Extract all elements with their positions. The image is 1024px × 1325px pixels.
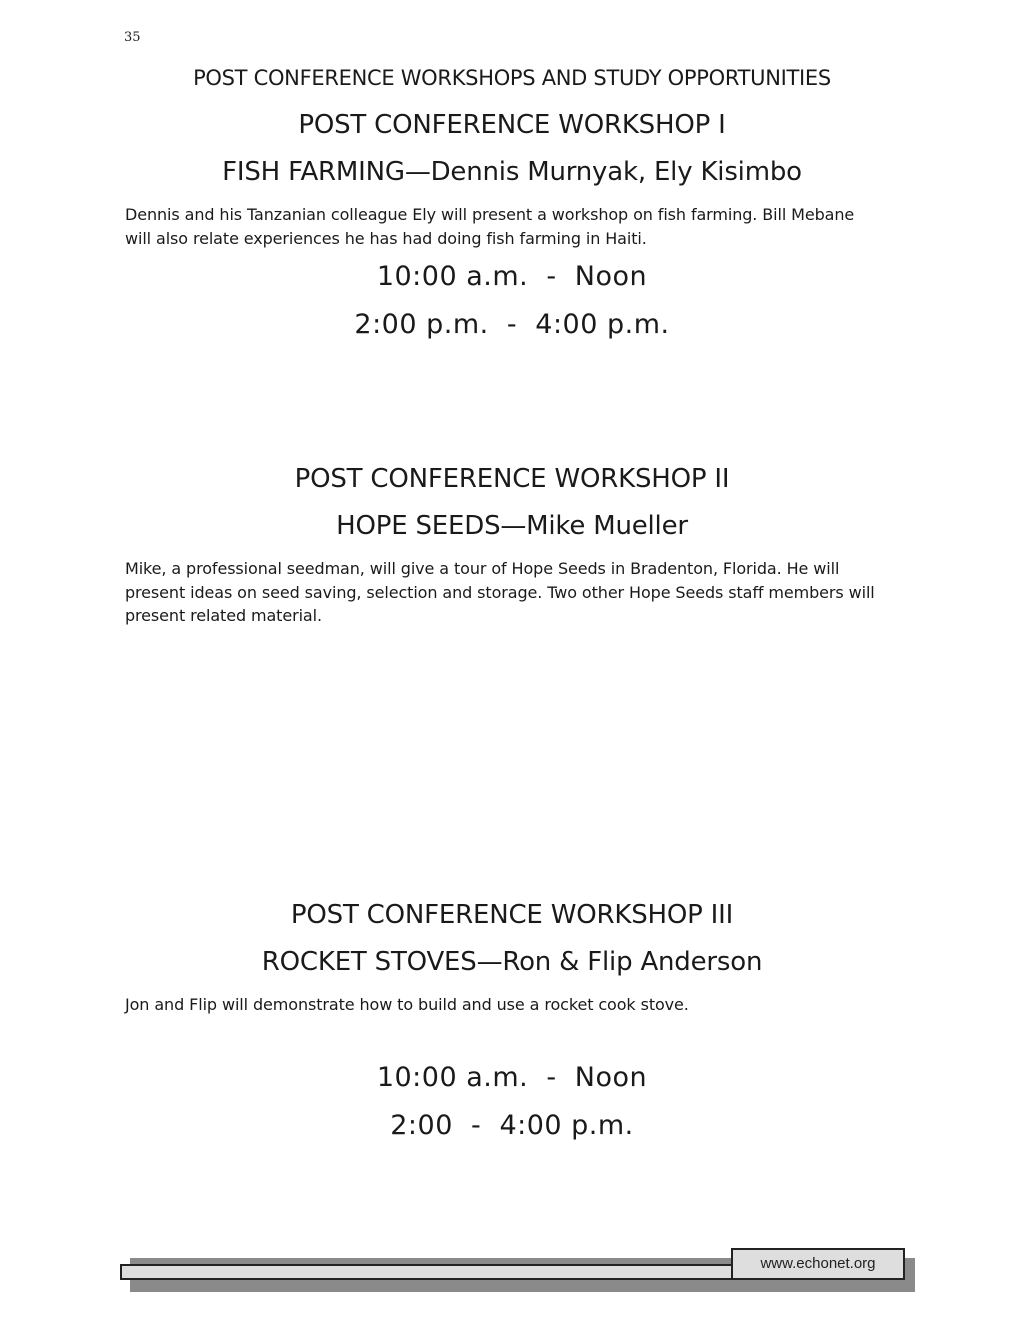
workshop-2-description [125, 557, 915, 628]
description-line: will also relate experiences he has had doing fish farming in Haiti. [125, 228, 647, 248]
workshop-3-title: POST CONFERENCE WORKSHOP III [290, 900, 734, 930]
description-line: Dennis and his Tanzanian colleague Ely will present a workshop on fish farming. Bill Mebane [125, 205, 855, 224]
footer-url-link[interactable]: www.echonet.org [760, 1255, 876, 1272]
page-number: 35 [124, 30, 141, 45]
workshop-1-time-1: 10:00 a.m. - Noon [376, 261, 648, 292]
workshop-2-subtitle: HOPE SEEDS—Mike Mueller [336, 511, 688, 541]
workshop-1-description [125, 203, 915, 250]
workshop-3-subtitle: ROCKET STOVES—Ron & Flip Anderson [261, 947, 763, 977]
workshop-1-title: POST CONFERENCE WORKSHOP I [298, 110, 726, 140]
workshop-3-time-2: 2:00 - 4:00 p.m. [390, 1110, 634, 1141]
workshop-3-time-1: 10:00 a.m. - Noon [376, 1062, 648, 1093]
description-line: Mike, a professional seedman, will give a tour of Hope Seeds in Bradenton, Florida. He will [125, 559, 840, 578]
description-line: present ideas on seed saving, selection and storage. Two other Hope Seeds staff members will [125, 582, 875, 602]
description-line: present related material. [125, 606, 322, 625]
page-title: POST CONFERENCE WORKSHOPS AND STUDY OPPORTUNITIES [193, 66, 831, 90]
workshop-2-title: POST CONFERENCE WORKSHOP II [294, 464, 730, 494]
workshop-1-time-2: 2:00 p.m. - 4:00 p.m. [354, 309, 670, 340]
workshop-3-description [125, 993, 915, 1017]
description-line: Jon and Flip will demonstrate how to build and use a rocket cook stove. [125, 995, 689, 1014]
workshop-1-subtitle: FISH FARMING—Dennis Murnyak, Ely Kisimbo [222, 157, 802, 187]
